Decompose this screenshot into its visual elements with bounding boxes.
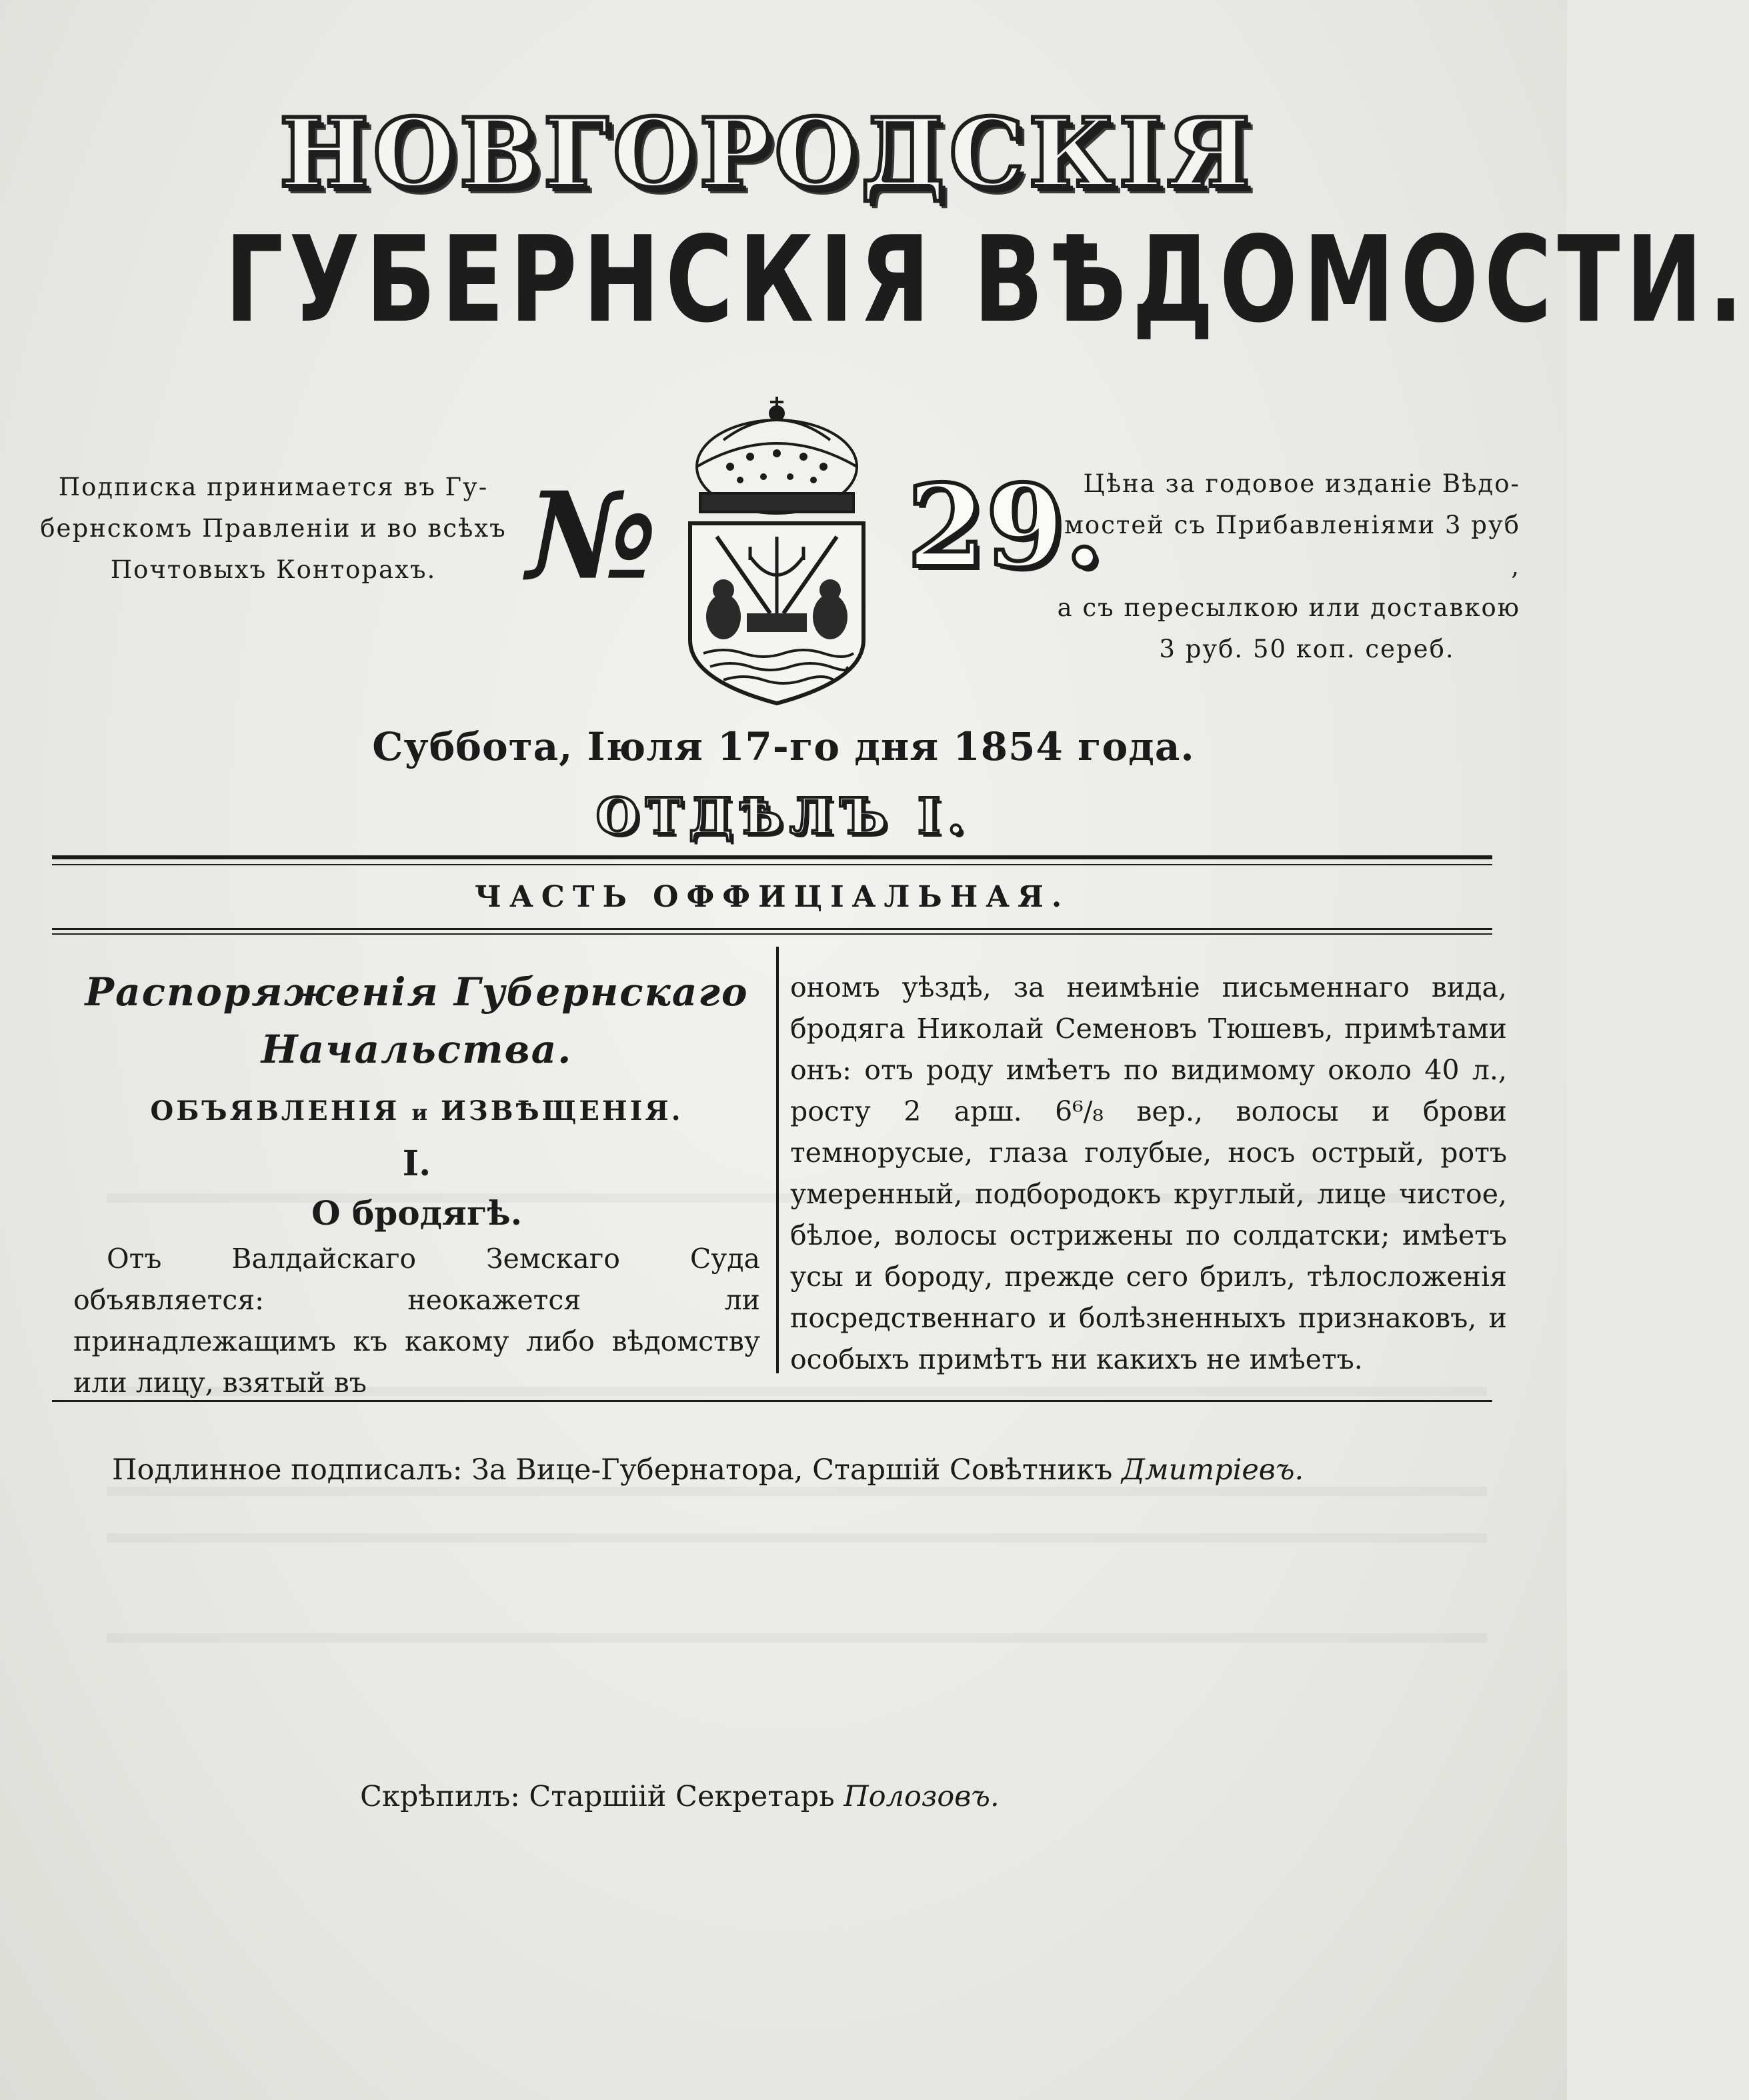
masthead-line2: ГУБЕРНСКІЯ ВѢДОМОСТИ. xyxy=(225,211,1749,349)
subscription-line: Почтовыхъ Конторахъ. xyxy=(110,555,437,584)
rule-under-columns xyxy=(52,1400,1492,1402)
bleed-through xyxy=(107,1633,1487,1643)
item-text: Отъ Валдайскаго Земскаго Суда объявляется: неокажется ли принадлежащимъ къ какому либо вѣдомству или лицу, взятый въ xyxy=(73,1243,760,1399)
rule-under-part-thin xyxy=(52,933,1492,935)
issue-number: 29. xyxy=(907,460,1104,593)
double-rule-top-thin xyxy=(52,864,1492,865)
section-heading: Распоряженія Губернскаго xyxy=(85,969,749,1015)
countersignature-text: Скрѣпилъ: Старшіій Секретарь xyxy=(360,1780,835,1813)
countersignature-name: Полозовъ. xyxy=(843,1780,1000,1813)
fraction: 6⁶/₈ xyxy=(1055,1095,1104,1127)
countersignature-line xyxy=(360,1773,1360,1820)
item-text-continued xyxy=(790,967,1507,1380)
subscription-line: Подписка принимается въ Гу- xyxy=(58,473,489,501)
notices-word: ИЗВѢЩЕНІЯ. xyxy=(441,1095,683,1127)
announcements-and: и xyxy=(411,1100,429,1125)
text-part: вер., волосы и брови темнорусые, глаза голубые, носъ острый, ротъ умеренный, подбородокъ круглый, лице чистое, бѣлое, волосы острижены по солдатски; имѣетъ усы и бороду, прежде сего брилъ, тѣлосложенія посредственнаго и болѣзненныхъ признаковъ, и особыхъ примѣтъ ни какихъ не имѣетъ. xyxy=(790,1095,1507,1375)
signature-line xyxy=(112,1447,1512,1493)
subscription-line: бернскомъ Правленіи и во всѣхъ xyxy=(40,514,507,543)
price-line: а съ пересылкою или доставкою xyxy=(1057,593,1520,622)
text-part: ономъ уѣздѣ, за неимѣніе письменнаго вида, бродяга Николай Семеновъ Тюшевъ, примѣтами онъ: отъ роду имѣетъ по видимому около 40 л., росту 2 арш. xyxy=(790,971,1507,1127)
price-line: мостей съ Прибавленіями 3 руб , xyxy=(1064,511,1520,581)
double-rule-top xyxy=(52,855,1492,859)
part-heading: ЧАСТЬ ОФФИЦІАЛЬНАЯ. xyxy=(474,880,1070,914)
rule-under-part xyxy=(52,928,1492,930)
section-heading: Начальства. xyxy=(261,1027,573,1072)
item-title: О бродягѣ. xyxy=(311,1193,523,1233)
coat-of-arms-icon xyxy=(677,393,877,707)
announcements-word: ОБЪЯВЛЕНІЯ xyxy=(150,1095,400,1127)
signature-text: Подлинное подписалъ: За Вице-Губернатора, Старшій Совѣтникъ xyxy=(112,1453,1113,1487)
crown-icon xyxy=(697,397,857,513)
issue-date: Суббота, Іюля 17-го дня 1854 года. xyxy=(372,724,1195,769)
left-column xyxy=(73,963,760,1403)
announcements-heading xyxy=(73,1085,760,1139)
price-line: Цѣна за годовое изданіе Вѣдо- xyxy=(1083,469,1520,498)
number-sign: № xyxy=(527,466,657,607)
department-heading: ОТДѢЛЪ I. xyxy=(595,788,972,845)
item-number: I. xyxy=(402,1143,431,1184)
bleed-through xyxy=(107,1533,1487,1543)
price-line: 3 руб. 50 коп. сереб. xyxy=(1159,635,1455,663)
signature-name: Дмитріевъ. xyxy=(1122,1453,1304,1487)
right-column xyxy=(790,967,1507,1380)
column-divider xyxy=(776,947,779,1373)
masthead-line1: НОВГОРОДСКІЯ xyxy=(279,98,1255,209)
price-notice xyxy=(1054,463,1520,670)
subscription-notice xyxy=(40,467,507,591)
